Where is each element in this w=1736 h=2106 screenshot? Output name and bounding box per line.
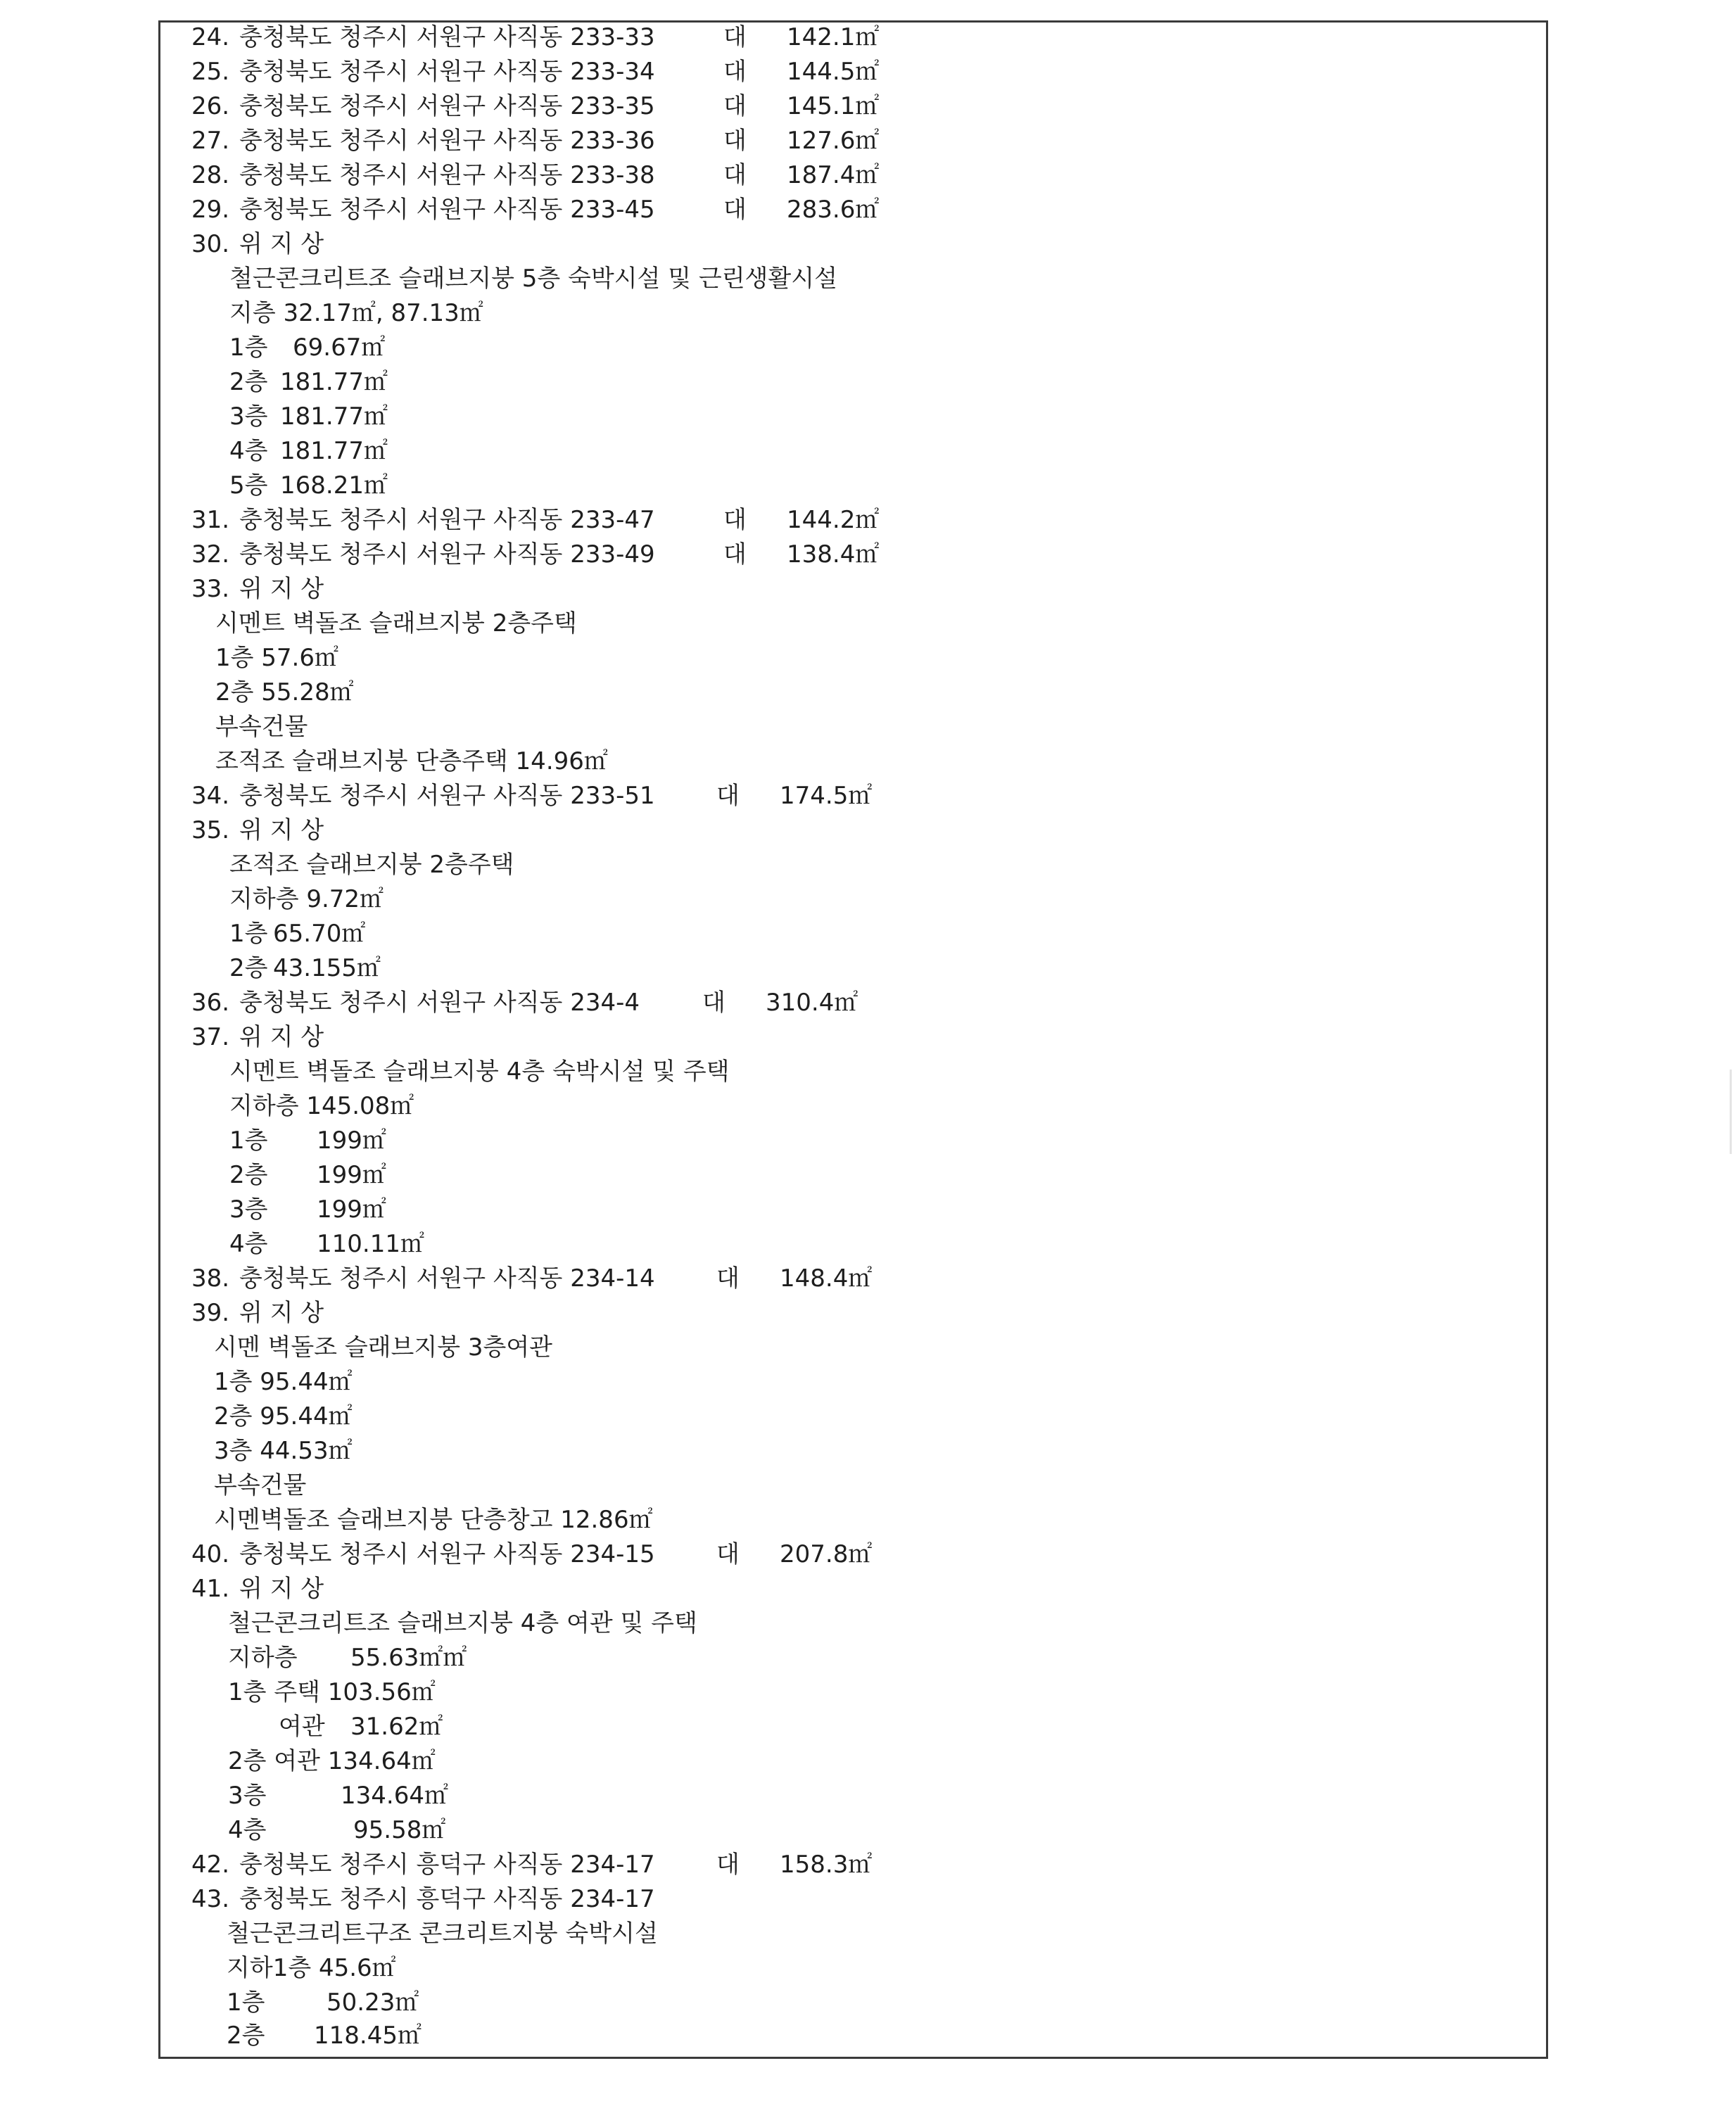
floor-area-line	[228, 1816, 446, 1844]
floor-area: 110.11㎡	[317, 1230, 424, 1258]
item-address: 충청북도 청주시 흥덕구 사직동 234-17	[239, 1851, 655, 1879]
floor-area: 181.77㎡	[280, 368, 388, 396]
building-description-text: 조적조 슬래브지붕 2층주택	[229, 851, 514, 879]
floor-area-line	[229, 437, 388, 465]
floor-area-text: 지하층 145.08㎡	[229, 1092, 414, 1120]
floor-area-line	[229, 954, 381, 982]
annex-heading	[214, 1471, 307, 1499]
list-item	[191, 58, 880, 86]
floor-area-line	[229, 1230, 424, 1258]
item-category: 대	[702, 989, 726, 1017]
building-description	[229, 265, 837, 293]
building-description	[215, 609, 577, 637]
list-item	[191, 1885, 655, 1913]
item-number: 29.	[191, 196, 230, 224]
item-category: 대	[723, 161, 747, 189]
floor-area-text: 지하층 9.72㎡	[229, 885, 384, 913]
floor-label: 3층	[229, 1195, 268, 1224]
floor-area: 181.77㎡	[280, 402, 388, 431]
item-category: 대	[723, 196, 747, 224]
floor-area-line	[228, 1782, 448, 1810]
item-number: 26.	[191, 92, 230, 120]
list-item	[191, 92, 880, 120]
list-item	[191, 782, 873, 810]
floor-label: 4층	[229, 437, 268, 465]
list-item	[191, 1023, 324, 1051]
floor-label: 1층	[229, 334, 268, 362]
list-item	[191, 540, 880, 569]
item-number: 34.	[191, 782, 230, 810]
annex-heading-text: 부속건물	[215, 713, 308, 741]
floor-area-line	[214, 1368, 353, 1396]
item-number: 33.	[191, 575, 230, 603]
item-number: 36.	[191, 989, 230, 1017]
floor-area-text: 2층 여관 134.64㎡	[228, 1747, 436, 1775]
building-description	[229, 1058, 730, 1086]
floor-label: 5층	[229, 471, 268, 500]
floor-area: 95.58㎡	[353, 1816, 446, 1844]
item-area: 207.8㎡	[780, 1540, 873, 1568]
item-area: 138.4㎡	[787, 540, 880, 569]
floor-area-line	[229, 402, 388, 431]
item-area: 310.4㎡	[766, 989, 859, 1017]
item-number: 37.	[191, 1023, 230, 1051]
floor-area-text: 1층 주택 103.56㎡	[228, 1678, 436, 1706]
item-area: 144.2㎡	[787, 506, 880, 534]
floor-area: 199㎡	[317, 1161, 386, 1189]
item-address: 충청북도 청주시 서원구 사직동 234-4	[239, 989, 640, 1017]
item-address: 충청북도 청주시 서원구 사직동 233-33	[239, 23, 655, 51]
floor-area-text: 2층 55.28㎡	[215, 678, 354, 706]
building-description	[228, 1609, 697, 1637]
item-area: 148.4㎡	[780, 1264, 873, 1293]
item-category: 대	[723, 540, 747, 569]
floor-area-text: 3층 44.53㎡	[214, 1437, 353, 1465]
annex-description	[214, 1506, 653, 1534]
item-address: 충청북도 청주시 서원구 사직동 234-15	[239, 1540, 655, 1568]
floor-label: 1층	[229, 920, 268, 948]
list-item	[191, 1851, 873, 1879]
item-address: 충청북도 청주시 서원구 사직동 233-35	[239, 92, 655, 120]
floor-label: 1층	[227, 1988, 265, 2017]
annex-heading	[215, 713, 308, 741]
floor-area: 199㎡	[317, 1195, 386, 1224]
item-category: 대	[723, 506, 747, 534]
floor-area: 65.70㎡	[273, 920, 366, 948]
item-address: 충청북도 청주시 서원구 사직동 233-34	[239, 58, 655, 86]
floor-area-line	[229, 1195, 386, 1224]
floor-area-line	[279, 1713, 443, 1741]
building-description-text: 시멘트 벽돌조 슬래브지붕 2층주택	[215, 609, 577, 637]
floor-area-line	[214, 1402, 353, 1431]
scan-artifact	[1730, 1070, 1732, 1154]
annex-description-text: 조적조 슬래브지붕 단층주택 14.96㎡	[215, 747, 608, 775]
floor-area: 118.45㎡	[314, 2022, 422, 2050]
item-heading: 위 지 상	[239, 575, 324, 603]
floor-area-text: 지하1층 45.6㎡	[227, 1954, 396, 1982]
building-description	[214, 1333, 553, 1362]
annex-heading-text: 부속건물	[214, 1471, 307, 1499]
building-description-text: 철근콘크리트조 슬래브지붕 5층 숙박시설 및 근린생활시설	[229, 265, 837, 293]
floor-label: 1층	[229, 1127, 268, 1155]
floor-area: 55.63㎡㎡	[350, 1644, 467, 1672]
floor-label: 2층	[229, 954, 268, 982]
floor-area-line	[229, 1127, 386, 1155]
item-address: 충청북도 청주시 흥덕구 사직동 234-17	[239, 1885, 655, 1913]
floor-label: 2층	[229, 368, 268, 396]
list-item	[191, 23, 880, 51]
item-area: 127.6㎡	[787, 127, 880, 155]
item-area: 145.1㎡	[787, 92, 880, 120]
list-item	[191, 1540, 873, 1568]
item-category: 대	[716, 782, 740, 810]
item-number: 35.	[191, 816, 230, 844]
floor-area: 134.64㎡	[341, 1782, 448, 1810]
item-heading: 위 지 상	[239, 1299, 324, 1327]
list-item	[191, 161, 880, 189]
floor-area: 31.62㎡	[350, 1713, 443, 1741]
item-area: 144.5㎡	[787, 58, 880, 86]
item-number: 43.	[191, 1885, 230, 1913]
item-number: 31.	[191, 506, 230, 534]
floor-area-line	[227, 1988, 419, 2017]
item-number: 40.	[191, 1540, 230, 1568]
floor-area-line	[229, 299, 483, 327]
annex-description-text: 시멘벽돌조 슬래브지붕 단층창고 12.86㎡	[214, 1506, 653, 1534]
item-area: 283.6㎡	[787, 196, 880, 224]
building-description	[227, 1920, 658, 1948]
list-item	[191, 196, 880, 224]
item-number: 32.	[191, 540, 230, 569]
list-item	[191, 1299, 324, 1327]
item-area: 187.4㎡	[787, 161, 880, 189]
list-item	[191, 989, 859, 1017]
item-number: 41.	[191, 1575, 230, 1603]
item-address: 충청북도 청주시 서원구 사직동 233-49	[239, 540, 655, 569]
item-category: 대	[716, 1851, 740, 1879]
building-description-text: 철근콘크리트조 슬래브지붕 4층 여관 및 주택	[228, 1609, 697, 1637]
floor-area-text: 지층 32.17㎡, 87.13㎡	[229, 299, 483, 327]
item-address: 충청북도 청주시 서원구 사직동 233-36	[239, 127, 655, 155]
item-number: 27.	[191, 127, 230, 155]
floor-area-line	[228, 1644, 467, 1672]
building-description-text: 시멘 벽돌조 슬래브지붕 3층여관	[214, 1333, 553, 1362]
item-category: 대	[723, 92, 747, 120]
building-description	[229, 851, 514, 879]
list-item	[191, 230, 324, 258]
item-heading: 위 지 상	[239, 816, 324, 844]
floor-area-line	[229, 1161, 386, 1189]
item-address: 충청북도 청주시 서원구 사직동 233-51	[239, 782, 655, 810]
item-address: 충청북도 청주시 서원구 사직동 234-14	[239, 1264, 655, 1293]
item-address: 충청북도 청주시 서원구 사직동 233-38	[239, 161, 655, 189]
item-number: 24.	[191, 23, 230, 51]
item-heading: 위 지 상	[239, 1023, 324, 1051]
floor-label: 3층	[228, 1782, 267, 1810]
floor-area-line	[229, 885, 384, 913]
floor-area-text: 2층 95.44㎡	[214, 1402, 353, 1431]
list-item	[191, 816, 324, 844]
item-category: 대	[716, 1264, 740, 1293]
list-item	[191, 1575, 324, 1603]
floor-area-line	[229, 920, 366, 948]
list-item	[191, 506, 880, 534]
item-number: 30.	[191, 230, 230, 258]
floor-area-line	[229, 334, 386, 362]
item-area: 158.3㎡	[780, 1851, 873, 1879]
list-item	[191, 575, 324, 603]
building-description-text: 시멘트 벽돌조 슬래브지붕 4층 숙박시설 및 주택	[229, 1058, 730, 1086]
floor-label: 지하층	[228, 1644, 298, 1672]
item-number: 25.	[191, 58, 230, 86]
item-address: 충청북도 청주시 서원구 사직동 233-45	[239, 196, 655, 224]
floor-area-line	[215, 678, 354, 706]
annex-description	[215, 747, 608, 775]
item-category: 대	[723, 58, 747, 86]
floor-label: 4층	[229, 1230, 268, 1258]
item-number: 28.	[191, 161, 230, 189]
floor-area-text: 1층 95.44㎡	[214, 1368, 353, 1396]
item-heading: 위 지 상	[239, 1575, 324, 1603]
item-heading: 위 지 상	[239, 230, 324, 258]
floor-area-line	[229, 471, 388, 500]
floor-area-line	[227, 2022, 422, 2050]
item-area: 142.1㎡	[787, 23, 880, 51]
floor-area-line	[229, 1092, 414, 1120]
list-item	[191, 1264, 873, 1293]
item-category: 대	[716, 1540, 740, 1568]
item-category: 대	[723, 23, 747, 51]
floor-area-text: 1층 57.6㎡	[215, 644, 338, 672]
item-number: 38.	[191, 1264, 230, 1293]
floor-label: 2층	[227, 2022, 265, 2050]
floor-label: 4층	[228, 1816, 267, 1844]
floor-area-line	[214, 1437, 353, 1465]
floor-area-line	[227, 1954, 396, 1982]
item-category: 대	[723, 127, 747, 155]
floor-area-line	[229, 368, 388, 396]
floor-area-line	[215, 644, 338, 672]
floor-area-line	[228, 1747, 436, 1775]
floor-label: 여관	[279, 1713, 325, 1741]
floor-area-line	[228, 1678, 436, 1706]
floor-area: 43.155㎡	[273, 954, 381, 982]
floor-label: 2층	[229, 1161, 268, 1189]
floor-label: 3층	[229, 402, 268, 431]
item-address: 충청북도 청주시 서원구 사직동 233-47	[239, 506, 655, 534]
building-description-text: 철근콘크리트구조 콘크리트지붕 숙박시설	[227, 1920, 658, 1948]
floor-area: 168.21㎡	[280, 471, 388, 500]
item-number: 42.	[191, 1851, 230, 1879]
list-item	[191, 127, 880, 155]
floor-area: 50.23㎡	[327, 1988, 419, 2017]
floor-area: 199㎡	[317, 1127, 386, 1155]
floor-area: 69.67㎡	[293, 334, 386, 362]
item-number: 39.	[191, 1299, 230, 1327]
floor-area: 181.77㎡	[280, 437, 388, 465]
item-area: 174.5㎡	[780, 782, 873, 810]
